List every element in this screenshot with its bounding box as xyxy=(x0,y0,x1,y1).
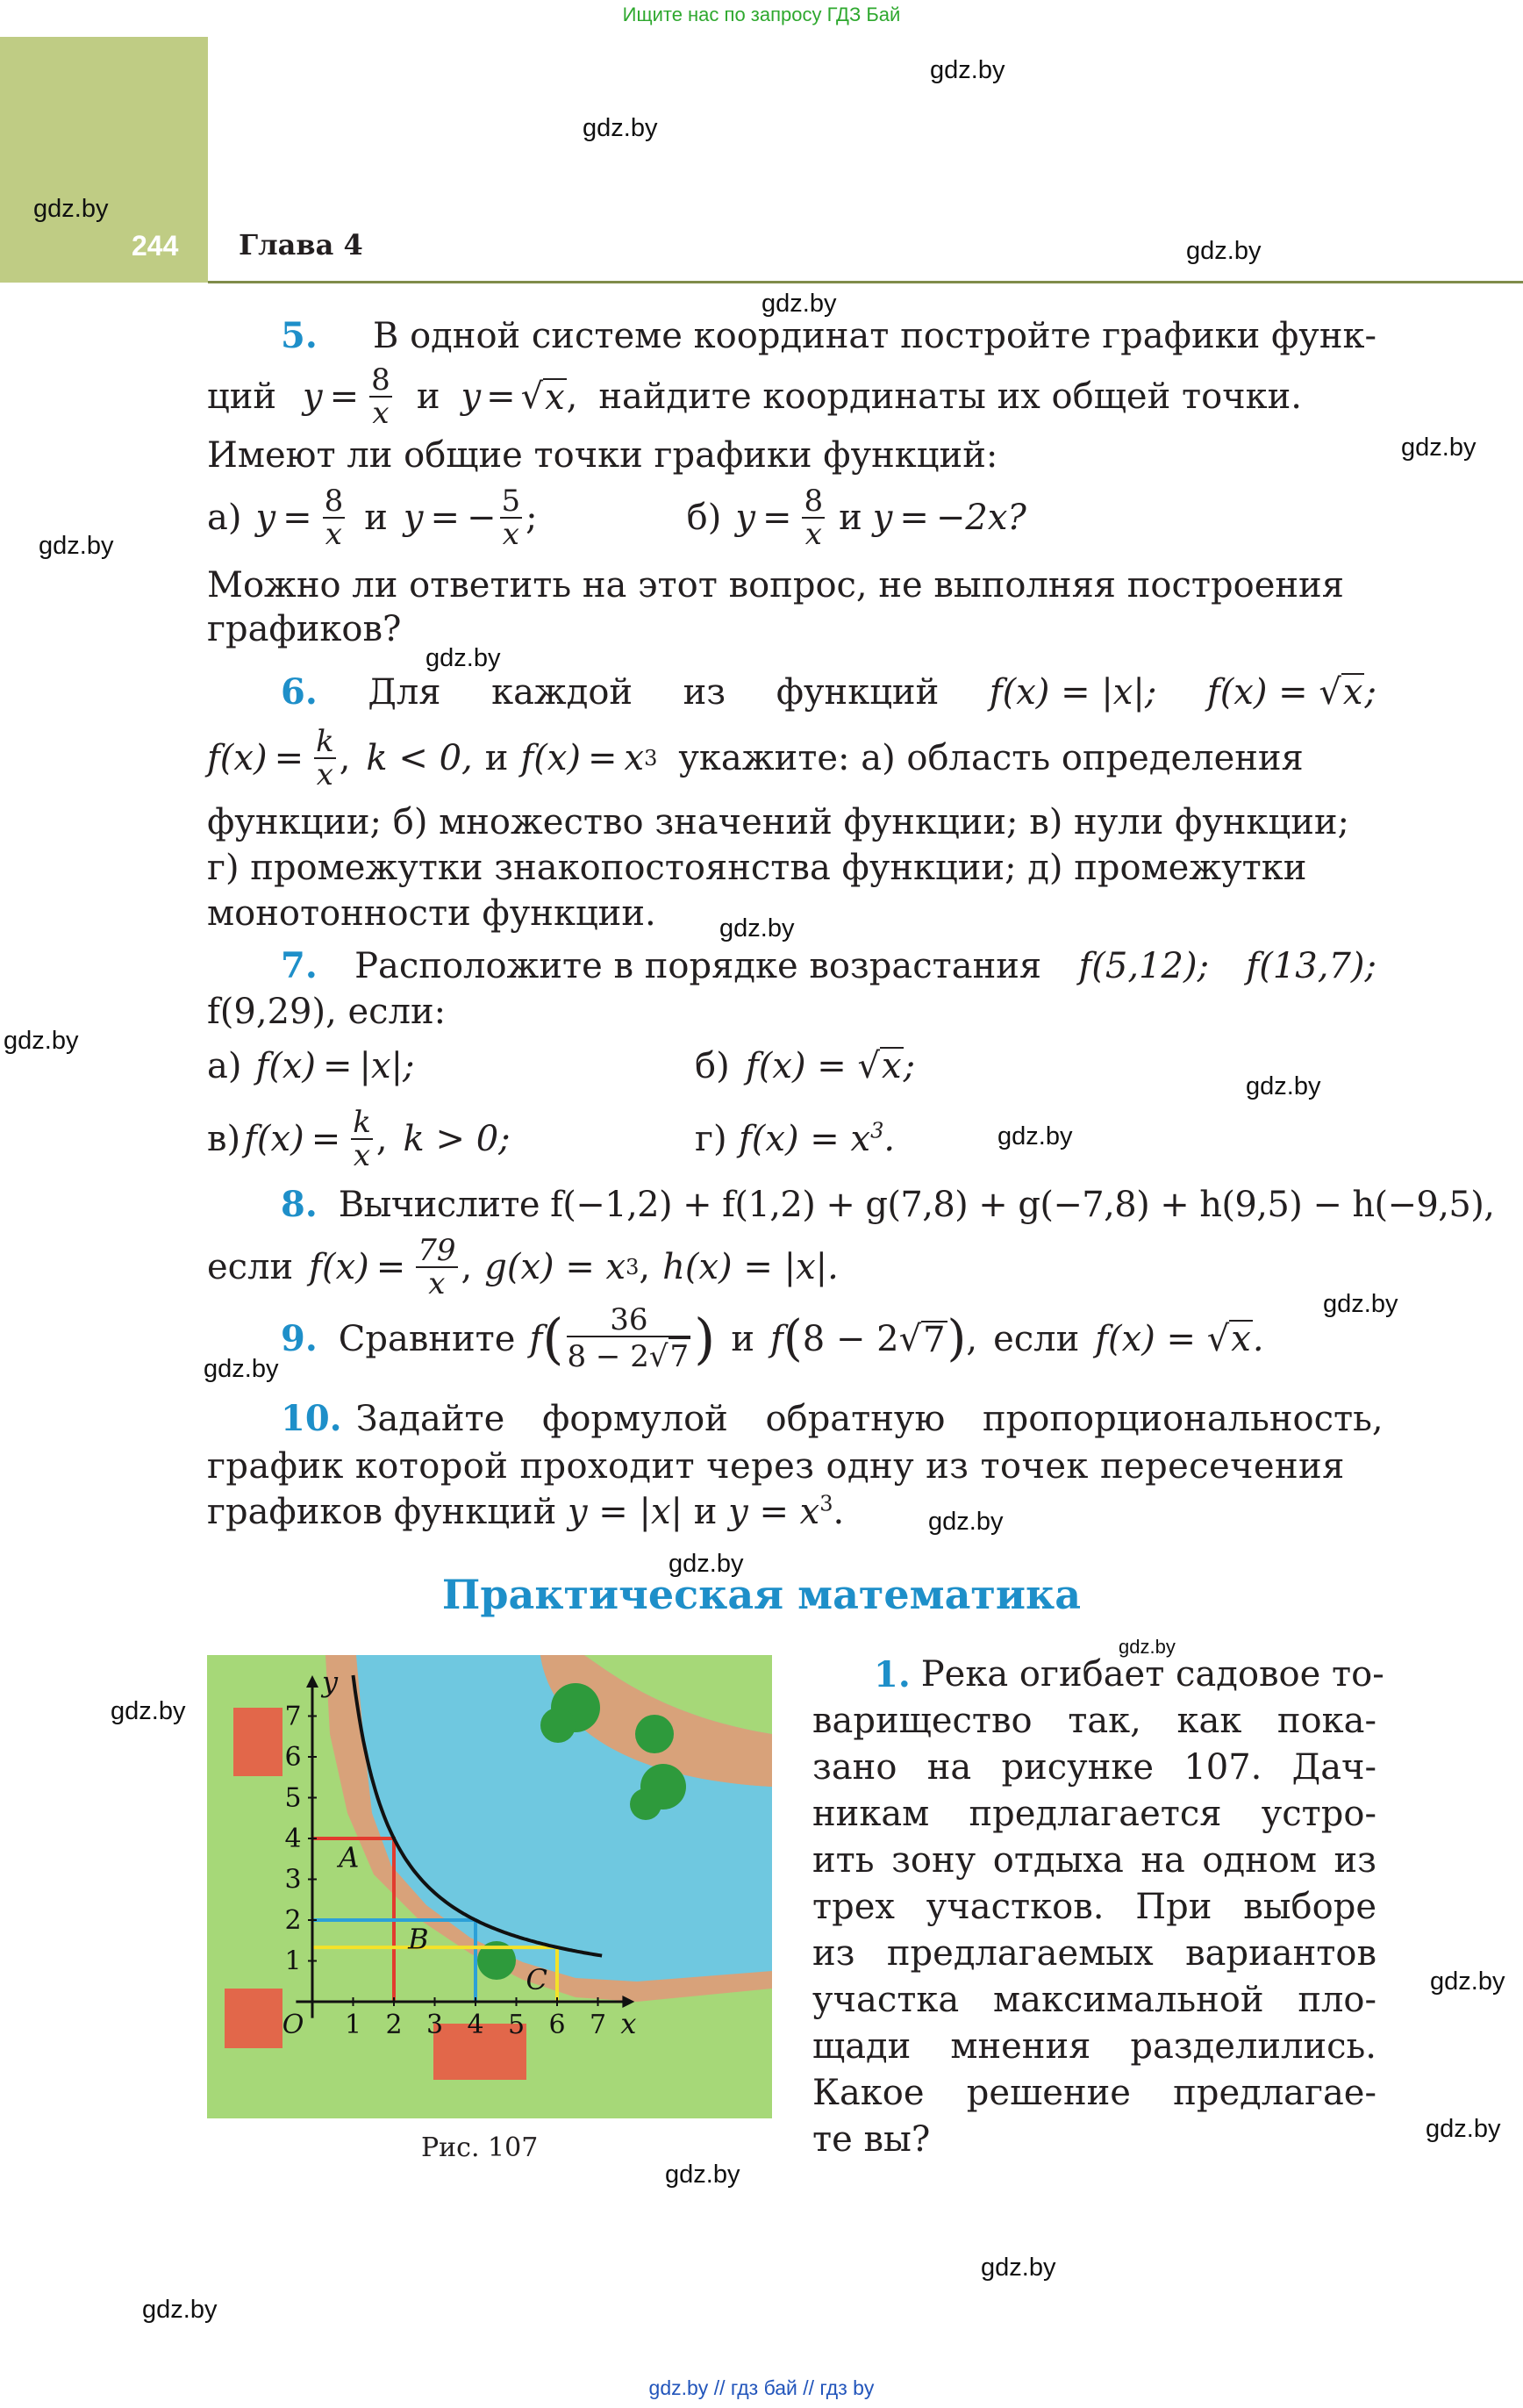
exercise-number: 5. xyxy=(281,315,318,356)
figure-caption: Рис. 107 xyxy=(421,2132,539,2163)
exercise-5-line-1 xyxy=(281,314,1376,358)
math-expr: f(x) = √x; xyxy=(1206,672,1376,713)
label: г) xyxy=(695,1119,727,1159)
text: Какое решение предлагае- xyxy=(812,2073,1376,2113)
text: функций xyxy=(776,672,940,713)
math-expr: −2x? xyxy=(935,498,1026,538)
exercise-number: 6. xyxy=(281,671,318,713)
math-expr: g(x) = x xyxy=(484,1247,626,1287)
y-tick-label: 4 xyxy=(284,1824,302,1854)
exercise-8-line-1 xyxy=(281,1183,1495,1227)
watermark: gdz.by xyxy=(1401,434,1477,462)
text: г) промежутки знакопостоянства функции; д) промежутки xyxy=(207,848,1307,888)
math-expr: k > 0; xyxy=(403,1119,511,1159)
fraction: $\frac{36}{8 - 2√7}$ xyxy=(567,1302,690,1374)
y-tick-label: 6 xyxy=(284,1742,302,1773)
text: каждой xyxy=(491,672,633,713)
math-expr: f(x) = √x. xyxy=(1095,1319,1264,1359)
x-tick-label: 5 xyxy=(507,2010,526,2040)
text: и xyxy=(484,738,509,778)
math-eq: = xyxy=(282,498,312,538)
text: и xyxy=(731,1319,755,1359)
exercise-7-line-1 xyxy=(281,944,1376,988)
page-number: 244 xyxy=(132,230,179,262)
watermark: gdz.by xyxy=(142,2296,218,2324)
section-title: Практическая математика xyxy=(441,1571,1082,1618)
exercise-5-line-6: графиков? xyxy=(207,609,402,649)
watermark: gdz.by xyxy=(1426,2115,1501,2143)
sqrt-arg: x xyxy=(545,377,565,418)
text: и xyxy=(839,498,862,538)
y-axis-label: y xyxy=(321,1665,339,1699)
text: В одной системе координат постройте графики функ- xyxy=(372,316,1376,356)
exercise-5-line-5 xyxy=(207,563,1376,607)
text: Вычислите f(−1,2) + f(1,2) + g(7,8) + g(−7,8) + h(9,5) − h(−9,5), xyxy=(338,1185,1495,1225)
point-label-b: B xyxy=(408,1922,429,1956)
text: и xyxy=(416,376,440,417)
y-tick-label: 7 xyxy=(284,1701,302,1732)
exercise-8-line-2: если f(x) = $\frac{79}{x}$ , g(x) = x 3 , h(x) = |x|. xyxy=(207,1233,839,1301)
text: если xyxy=(993,1319,1080,1359)
x-tick-label: 7 xyxy=(589,2010,607,2040)
practice-exercise-1 xyxy=(812,1652,1384,2163)
math-expr: 7 xyxy=(923,1320,946,1360)
math-y: y xyxy=(255,498,276,538)
text: зано на рисунке 107. Дач- xyxy=(812,1747,1376,1788)
x-tick-label: 4 xyxy=(467,2010,484,2040)
watermark: gdz.by xyxy=(204,1355,279,1383)
exercise-6-line-3 xyxy=(207,800,1376,844)
math-expr: f(5,12); xyxy=(1078,946,1210,986)
text: Для xyxy=(368,672,441,713)
text: Задайте формулой обратную пропорциональность, xyxy=(355,1399,1384,1439)
fraction: $\frac{k}{x}$ xyxy=(316,724,334,792)
text: те вы? xyxy=(812,2119,931,2160)
text: никам предлагается устро- xyxy=(812,1794,1376,1834)
watermark: gdz.by xyxy=(583,114,658,142)
fraction: $\frac{8}{x}$ xyxy=(804,484,824,552)
exercise-7-line-3: а) f(x) = |x|; б) f(x) = √x; xyxy=(207,1046,916,1086)
text: графиков функций xyxy=(207,1492,557,1532)
exercise-7-line-4: в) f(x) = $\frac{k}{x}$ , k > 0; г) $f(x) = x^3$. xyxy=(207,1105,896,1173)
text: участка максимальной пло- xyxy=(812,1980,1376,2020)
header-rule xyxy=(208,281,1523,283)
watermark: gdz.by xyxy=(930,56,1005,84)
y-tick-label: 5 xyxy=(284,1782,302,1814)
label: в) xyxy=(207,1119,241,1159)
math-y: y xyxy=(461,376,482,417)
x-tick-label: 3 xyxy=(425,2010,444,2040)
exercise-number: 1. xyxy=(874,1654,911,1695)
math-eq: = xyxy=(329,376,360,417)
watermark: gdz.by xyxy=(762,290,837,318)
watermark: gdz.by xyxy=(719,914,795,942)
label: б) xyxy=(686,498,722,538)
exercise-number: 9. xyxy=(281,1318,318,1359)
math-expr: f(x) xyxy=(207,738,268,778)
math-expr: f(x) = √x; xyxy=(746,1046,916,1086)
origin-label: O xyxy=(282,2010,304,2040)
watermark: gdz.by xyxy=(669,1550,744,1578)
watermark: gdz.by xyxy=(1430,1967,1505,1996)
exercise-number: 10. xyxy=(281,1398,342,1439)
text: найдите координаты их общей точки. xyxy=(598,376,1302,417)
label: б) xyxy=(695,1046,730,1086)
watermark: gdz.by xyxy=(1323,1290,1398,1318)
text: трех участков. При выборе xyxy=(812,1887,1376,1927)
sqrt-sign: √ xyxy=(520,376,544,417)
math-expr: f(x) xyxy=(520,738,582,778)
math-expr: k < 0, xyxy=(366,738,473,778)
watermark: gdz.by xyxy=(33,195,109,223)
text: Можно ли ответить на этот вопрос, не выполняя построения xyxy=(207,565,1344,606)
watermark: gdz.by xyxy=(425,644,501,672)
math-expr: f(x) xyxy=(244,1119,304,1159)
text: из xyxy=(683,672,726,713)
exercise-5-line-4 xyxy=(207,483,1376,553)
exercise-6-line-2: f(x) = $\frac{k}{x}$ , k < 0, и f(x) = x 3 укажите: а) область определения xyxy=(207,724,1304,792)
fraction: $\frac{k}{x}$ xyxy=(353,1105,371,1173)
watermark: gdz.by xyxy=(981,2254,1056,2282)
math-expr: $f(x) = x^3$. xyxy=(739,1118,896,1159)
math-expr: h(x) = |x|. xyxy=(662,1247,839,1287)
text: укажите: а) область определения xyxy=(678,738,1304,778)
math-expr: f(x) xyxy=(255,1046,317,1086)
watermark: gdz.by xyxy=(997,1122,1073,1150)
text: Сравните xyxy=(338,1319,516,1359)
top-banner[interactable]: Ищите нас по запросу ГДЗ Бай xyxy=(622,4,901,25)
x-tick-label: 2 xyxy=(385,2010,403,2040)
text: Река огибает садовое то- xyxy=(920,1654,1384,1695)
house xyxy=(225,1989,282,2048)
text: и xyxy=(693,1492,718,1532)
math-y: y xyxy=(403,498,424,538)
text: функции; б) множество значений функции; в) нули функции; xyxy=(207,802,1350,842)
text: и xyxy=(364,498,388,538)
math-minus: − xyxy=(467,498,497,538)
math-expr: y = |x| xyxy=(567,1492,683,1532)
chapter-title: Глава 4 xyxy=(239,228,363,262)
math-y: y xyxy=(735,498,755,538)
text: ций xyxy=(207,376,277,417)
math-eq: = xyxy=(762,498,792,538)
fraction: $\frac{8}{x}$ xyxy=(324,484,344,552)
x-tick-label: 6 xyxy=(548,2010,566,2040)
text: из предлагаемых вариантов xyxy=(812,1933,1376,1974)
label: а) xyxy=(207,498,242,538)
fraction: $\frac{5}{x}$ xyxy=(501,484,521,552)
fraction: $\frac{8}{x}$ xyxy=(371,362,390,431)
exercise-6-line-4 xyxy=(207,846,1376,890)
fraction: $\frac{79}{x}$ xyxy=(418,1233,456,1301)
y-tick-label: 2 xyxy=(284,1905,302,1936)
figure-107 xyxy=(207,1655,772,2118)
tree xyxy=(635,1715,674,1753)
text: график которой проходит через одну из точек пересечения xyxy=(207,1446,1345,1487)
exercise-5-line-3: Имеют ли общие точки графики функций: xyxy=(207,435,998,476)
math-expr: |x|; xyxy=(359,1046,415,1086)
math-eq: = xyxy=(486,376,516,417)
exercise-6-line-5: монотонности функции. xyxy=(207,893,656,934)
point-label-c: C xyxy=(526,1963,547,1997)
math-eq: = xyxy=(430,498,461,538)
exercise-number: 7. xyxy=(281,945,318,986)
text: ; xyxy=(526,498,538,538)
text: ить зону отдыха на одном из xyxy=(812,1840,1376,1881)
math-y: y xyxy=(872,498,893,538)
math-y: y xyxy=(303,376,323,417)
exercise-10-line-1 xyxy=(281,1397,1384,1441)
exercise-10-line-3: графиков функций y = |x| и $y = x^3$. xyxy=(207,1491,845,1532)
watermark: gdz.by xyxy=(39,532,114,560)
exercise-6-line-1 xyxy=(281,670,1376,714)
watermark: gdz.by xyxy=(1186,237,1262,265)
math-eq: = xyxy=(899,498,929,538)
label: а) xyxy=(207,1046,242,1086)
exercise-number: 8. xyxy=(281,1184,318,1225)
house xyxy=(233,1708,282,1776)
text: щади мнения разделились. xyxy=(812,2026,1376,2067)
exercise-10-line-2 xyxy=(207,1444,1376,1488)
exercise-9-line-1: 9. Сравните f ( $\frac{36}{8 - 2√7}$ ) и f ( 8 − 2 √ 7 ) , если f(x) = √x. xyxy=(281,1302,1264,1374)
y-tick-label: 3 xyxy=(284,1864,302,1896)
exercise-7-line-2: f(9,29), если: xyxy=(207,992,447,1032)
text: если xyxy=(207,1247,294,1287)
math-expr: 8 − 2 xyxy=(802,1319,899,1359)
math-expr: y = x xyxy=(728,1492,820,1532)
exercise-5-line-2: ций y = $\frac{8}{x}$ и y = √ x , найдите координаты их общей точки. xyxy=(207,362,1302,431)
math-expr: f(x) = |x|; xyxy=(989,672,1157,713)
watermark: gdz.by xyxy=(4,1027,79,1055)
point-label-a: A xyxy=(339,1840,360,1874)
x-axis-label: x xyxy=(620,2007,637,2040)
math-expr: f(13,7); xyxy=(1246,946,1376,986)
watermark: gdz.by xyxy=(1119,1636,1176,1658)
watermark: gdz.by xyxy=(1246,1072,1321,1100)
watermark: gdz.by xyxy=(665,2161,740,2189)
math-expr: f(x) xyxy=(309,1247,369,1287)
footer-links[interactable]: gdz.by // гдз бай // гдз by xyxy=(648,2376,875,2399)
text: варищество так, как пока- xyxy=(812,1701,1376,1741)
watermark: gdz.by xyxy=(928,1508,1004,1536)
x-tick-label: 1 xyxy=(344,2010,362,2040)
text: Расположите в порядке возрастания xyxy=(354,946,1042,986)
y-tick-label: 1 xyxy=(284,1946,302,1977)
watermark: gdz.by xyxy=(111,1697,186,1725)
math-expr: x xyxy=(624,738,645,778)
